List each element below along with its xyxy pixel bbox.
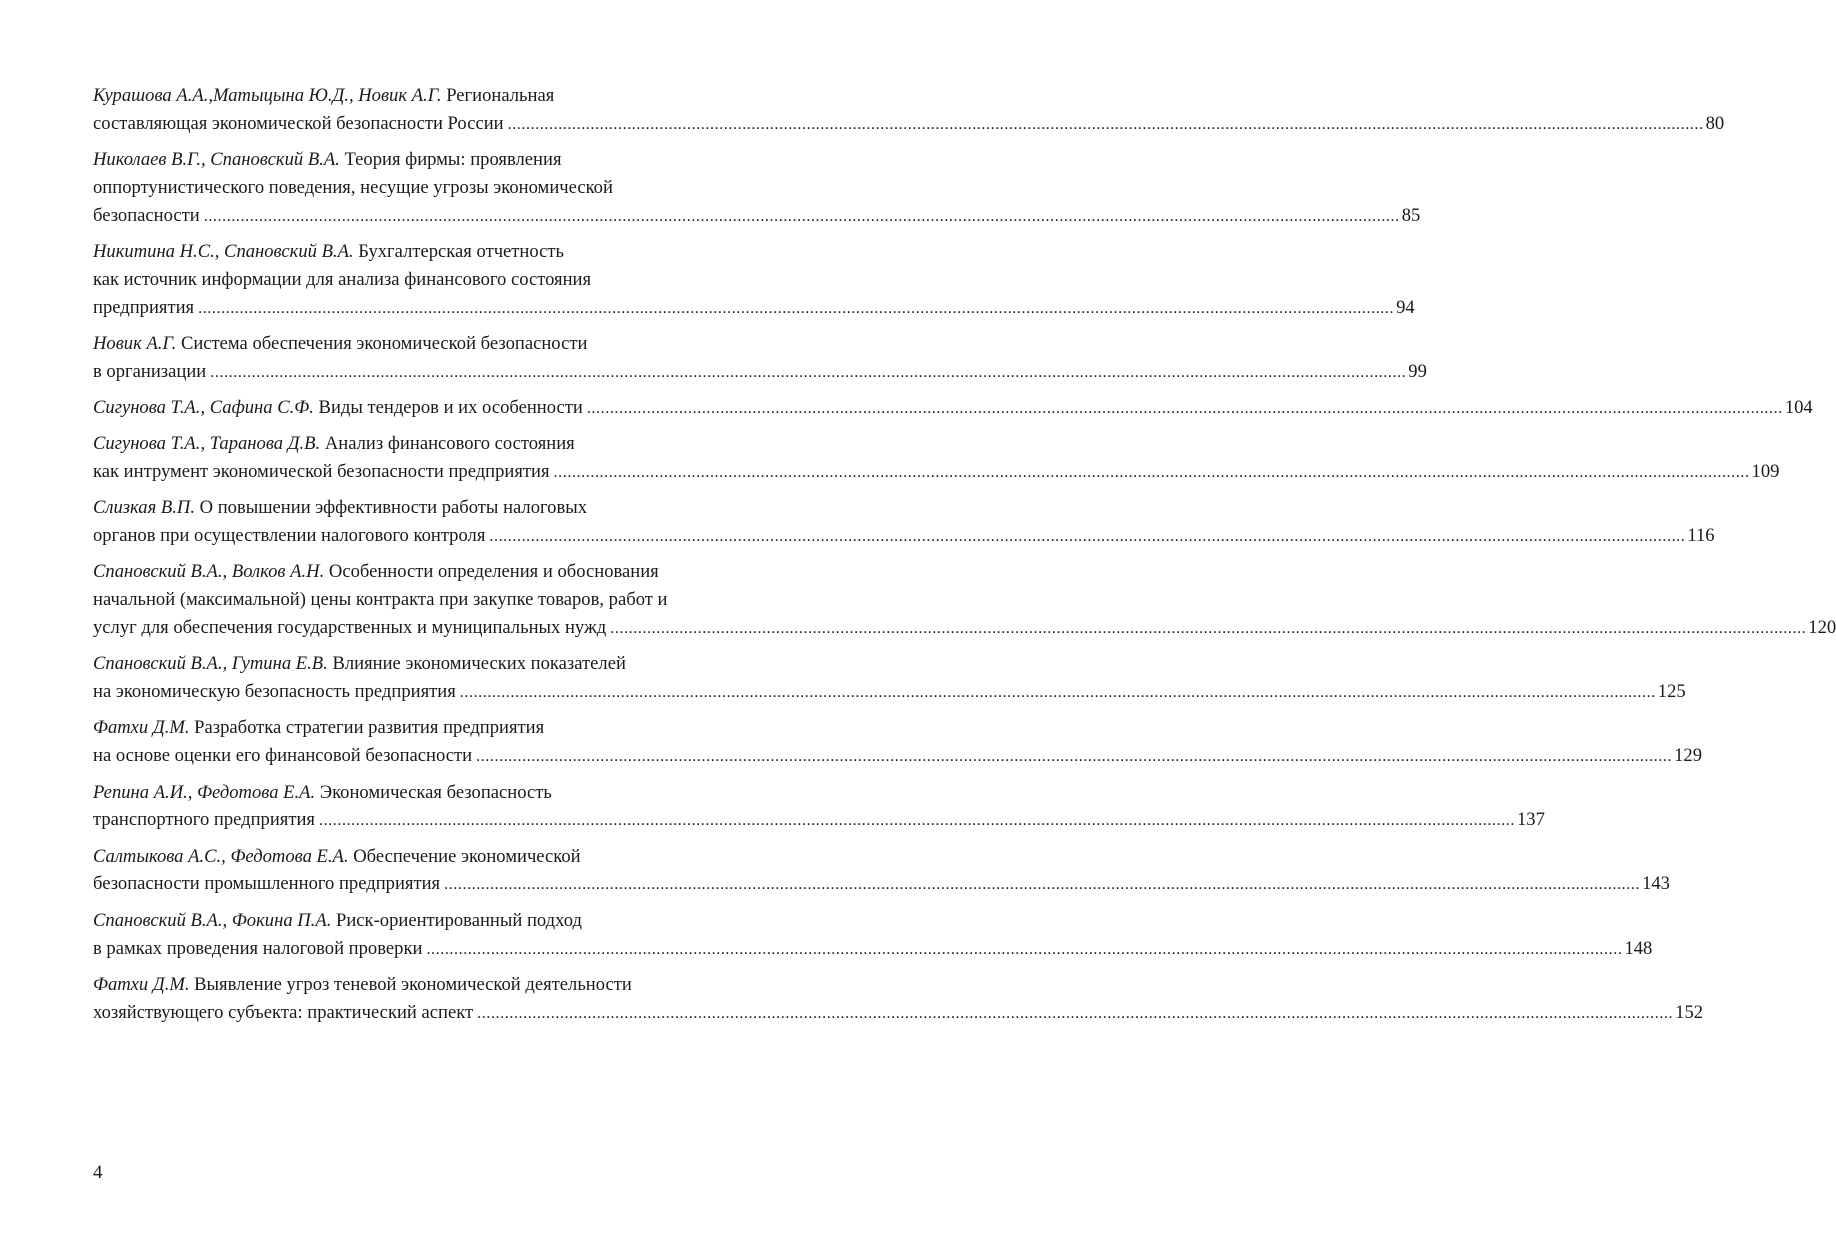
toc-entry-author: Репина А.И., Федотова Е.А. [93, 781, 316, 803]
toc-entry-author: Николаев В.Г., Спановский В.А. [93, 149, 340, 171]
toc-entry[interactable] [93, 430, 1780, 487]
dot-leader: .................................................................................................................................................................................................................................................................... [210, 363, 1407, 381]
toc-entry[interactable] [93, 82, 1725, 139]
toc-entry-title-line: на экономическую безопасность предприятия [93, 681, 456, 703]
toc-entry-page: 125 [1657, 681, 1686, 703]
toc-entry[interactable] [93, 558, 1836, 642]
toc-entry-title-line: безопасности [93, 204, 200, 226]
toc-entry-author: Курашова А.А.,Матыцына Ю.Д., Новик А.Г. [93, 85, 442, 106]
toc-entry-title-line: на основе оценки его финансовой безопасности [93, 745, 473, 767]
toc-entry-title-line: как интрумент экономической безопасности предприятия [93, 461, 550, 483]
toc-entry-title-line: начальной (максимальной) цены контракта при закупке товаров, работ и [93, 589, 668, 611]
toc-entry[interactable] [93, 494, 1715, 551]
toc-entry[interactable] [93, 779, 1545, 836]
dot-leader: .................................................................................................................................................................................................................................................................... [426, 940, 1623, 958]
dot-leader: .................................................................................................................................................................................................................................................................... [553, 464, 1750, 482]
dot-leader: .................................................................................................................................................................................................................................................................... [586, 399, 1783, 417]
toc-entry-author: Спановский В.А., Гутина Е.В. [93, 653, 328, 675]
toc-entry-title-line: Обеспечение экономической [353, 845, 581, 867]
toc-entry-page: 109 [1751, 461, 1780, 483]
toc-entry-title-line: Система обеспечения экономической безопасности [180, 332, 588, 354]
toc-entry-title-line: хозяйствующего субъекта: практический аспект [93, 1001, 474, 1023]
toc-entry-page: 116 [1687, 525, 1715, 547]
toc-entry-page: 104 [1784, 396, 1813, 418]
toc-entry-title-line: Теория фирмы: проявления [344, 149, 562, 171]
toc-entry-page: 120 [1808, 617, 1836, 639]
toc-entry-title-line: Региональная [446, 85, 555, 106]
toc-entry-author: Сигунова Т.А., Таранова Д.В. [93, 433, 321, 455]
dot-leader: .................................................................................................................................................................................................................................................................... [198, 299, 1395, 317]
toc-entry-page: 129 [1674, 745, 1702, 767]
toc-entry-title-line: в организации [93, 360, 207, 382]
toc-entry-page: 80 [1705, 112, 1725, 134]
toc-entry-author: Слизкая В.П. [93, 497, 195, 519]
toc-entry-page: 152 [1675, 1001, 1704, 1023]
toc-entry-title-line: оппортунистического поведения, несущие угрозы экономической [93, 176, 613, 198]
toc-entry-title-line: как источник информации для анализа финансового состояния [93, 268, 592, 290]
dot-leader: .................................................................................................................................................................................................................................................................... [444, 876, 1641, 894]
toc-entry-author: Салтыкова А.С., Федотова Е.А. [93, 845, 349, 867]
toc-entry-page: 148 [1624, 937, 1653, 959]
toc-entry[interactable] [93, 146, 1421, 230]
toc-entry-title-line: Особенности определения и обоснования [328, 561, 659, 583]
toc-entry-title-line: Бухгалтерская отчетность [358, 240, 564, 262]
dot-leader: .................................................................................................................................................................................................................................................................... [459, 684, 1656, 702]
toc-entry-page: 99 [1408, 360, 1427, 382]
table-of-contents [93, 82, 1836, 1035]
toc-entry-title-line: в рамках проведения налоговой проверки [93, 937, 423, 959]
toc-entry[interactable] [93, 714, 1702, 771]
dot-leader: .................................................................................................................................................................................................................................................................... [203, 207, 1400, 225]
toc-entry[interactable] [93, 238, 1415, 322]
toc-entry[interactable] [93, 330, 1427, 387]
toc-entry-title-line: Риск-ориентированный подход [336, 909, 582, 931]
toc-entry-page: 137 [1516, 809, 1545, 831]
dot-leader: .................................................................................................................................................................................................................................................................... [507, 115, 1704, 133]
toc-entry-title: Виды тендеров и их особенности [318, 396, 583, 418]
toc-entry-author: Никитина Н.С., Спановский В.А. [93, 240, 354, 262]
dot-leader: .................................................................................................................................................................................................................................................................... [318, 812, 1515, 830]
toc-entry-page: 143 [1642, 873, 1670, 895]
toc-entry-title-line: транспортного предприятия [93, 809, 315, 831]
dot-leader: .................................................................................................................................................................................................................................................................... [610, 620, 1807, 638]
toc-entry-page: 85 [1401, 204, 1421, 226]
toc-entry-title-line: безопасности промышленного предприятия [93, 873, 441, 895]
toc-entry-title-line: Экономическая безопасность [319, 781, 552, 803]
toc-entry-page: 94 [1396, 296, 1415, 318]
toc-entry-title-line: предприятия [93, 296, 195, 318]
dot-leader: .................................................................................................................................................................................................................................................................... [476, 748, 1673, 766]
toc-entry-author: Спановский В.А., Волков А.Н. [93, 561, 325, 583]
toc-entry-author: Новик А.Г. [93, 332, 177, 354]
toc-entry[interactable] [93, 394, 1813, 423]
toc-entry-title-line: О повышении эффективности работы налоговых [199, 497, 588, 519]
toc-entry-author: Фатхи Д.М. [93, 717, 190, 739]
toc-entry-author: Спановский В.А., Фокина П.А. [93, 909, 332, 931]
toc-entry-title-line: услуг для обеспечения государственных и муниципальных нужд [93, 617, 607, 639]
toc-entry-title-line: Влияние экономических показателей [332, 653, 626, 675]
dot-leader: .................................................................................................................................................................................................................................................................... [477, 1004, 1674, 1022]
toc-entry[interactable] [93, 907, 1653, 964]
toc-entry-title-line: Разработка стратегии развития предприятия [194, 717, 545, 739]
toc-entry-title-line: Анализ финансового состояния [324, 433, 575, 455]
toc-entry[interactable] [93, 971, 1704, 1028]
page-number: 4 [93, 1162, 103, 1183]
toc-entry-title-line: органов при осуществлении налогового контроля [93, 525, 486, 547]
toc-entry-title-line: Выявление угроз теневой экономической деятельности [194, 973, 632, 995]
toc-entry[interactable] [93, 650, 1686, 707]
toc-entry[interactable] [93, 843, 1670, 900]
toc-entry-title-line: составляющая экономической безопасности России [93, 112, 504, 134]
toc-entry-author: Фатхи Д.М. [93, 973, 190, 995]
toc-entry-author: Сигунова Т.А., Сафина С.Ф. [93, 396, 314, 418]
dot-leader: .................................................................................................................................................................................................................................................................... [489, 528, 1686, 546]
